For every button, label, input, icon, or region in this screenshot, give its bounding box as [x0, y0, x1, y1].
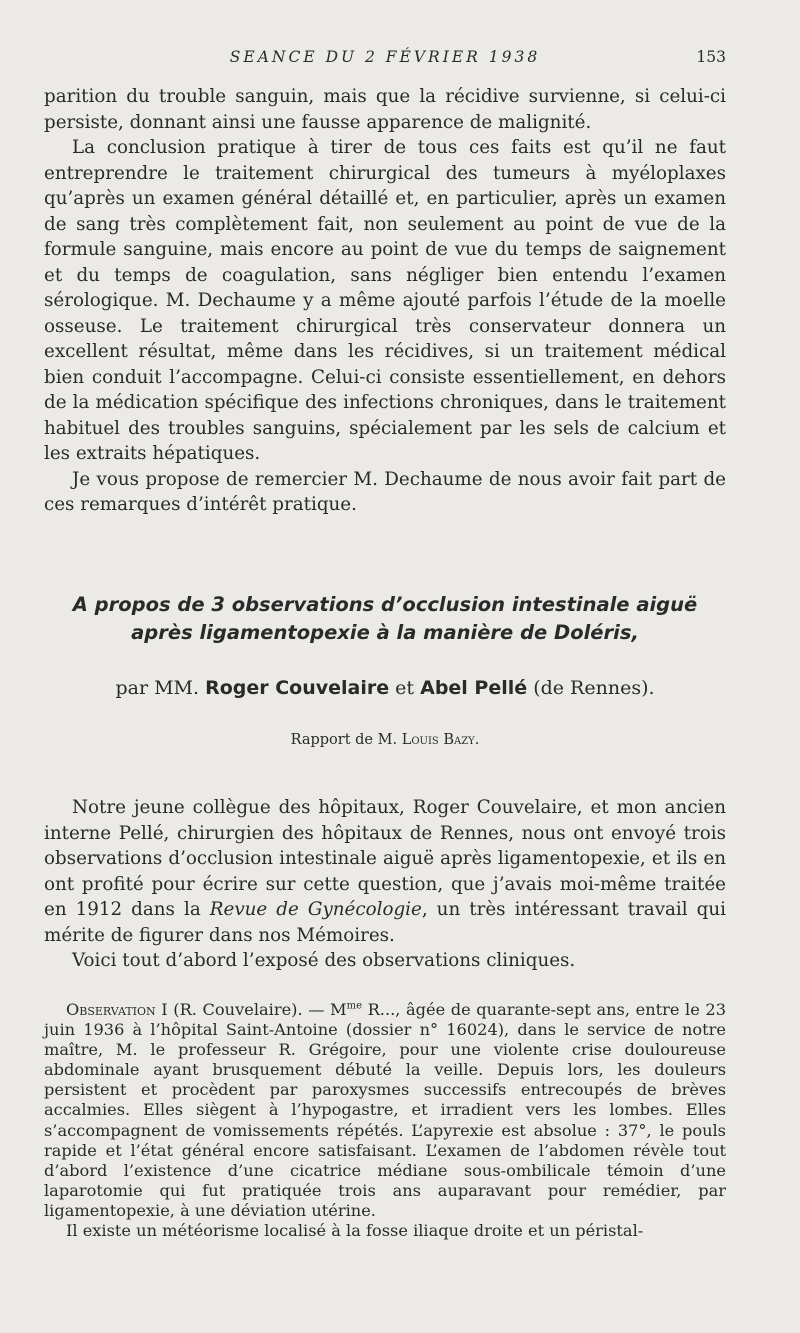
paragraph-conclusion: La conclusion pratique à tirer de tous ces faits est qu’il ne faut entreprendre le traitement chirurgical des tumeurs à myéloplaxes qu’après un examen général détaillé et, en particulier, après un examen de sang très complètement fait, non seulement au point de vue de la formule sanguine, mais encore au point de vue du temps de saignement et du temps de coagulation, sans négliger bien entendu l’examen sérologique. M. Dechaume y a même ajouté parfois l’étude de la moelle osseuse. Le traitement chirurgical très conservateur donnera un excellent résultat, même dans les récidives, si un traitement médical bien conduit l’accompagne. Celui-ci consiste essentiellement, en dehors de la médication spécifique des infections chroniques, dans le traitement habituel des troubles sanguins, spécialement par les sels de calcium et les extraits hépatiques.: [44, 137, 726, 464]
byline: [44, 677, 726, 699]
paragraph-intro: [44, 795, 726, 948]
article-title: [44, 591, 726, 647]
rapport-line: [44, 732, 726, 748]
observation-1: [44, 1000, 726, 1241]
intro-text-after: , un très intéressant travail qui mérite de figurer dans nos Mémoires.: [44, 899, 726, 946]
observation-sup: me: [346, 1000, 362, 1012]
observation-label: Observation I: [66, 1000, 168, 1019]
section-introduction: [44, 795, 726, 974]
section-conclusion: [44, 84, 726, 518]
running-title: SEANCE DU 2 FÉVRIER 1938: [229, 48, 541, 66]
observation-paragraph-2: Il existe un météorisme localisé à la fosse iliaque droite et un péristal-: [66, 1221, 644, 1241]
observation-paragraph: [44, 1000, 726, 1221]
article-title-line-1: A propos de 3 observations d’occlusion intestinale aiguë: [72, 593, 698, 616]
rapport-name: Louis Bazy: [401, 732, 475, 748]
intro-text-before: Notre jeune collègue des hôpitaux, Roger Couvelaire, et mon ancien interne Pellé, chirurgien des hôpitaux de Rennes, nous ont envoyé trois observations d’occlusion intestinale aiguë après ligamentopexie, et ils en ont profité pour écrire sur cette question, que j’avais moi-même traitée en 1912 dans la: [44, 797, 726, 920]
running-header: [44, 48, 726, 74]
article-title-line-2: après ligamentopexie à la manière de Doléris,: [131, 621, 639, 644]
paragraph-thanks: Je vous propose de remercier M. Dechaume de nous avoir fait part de ces remarques d’intérêt pratique.: [44, 468, 726, 515]
author-pelle: Abel Pellé: [420, 677, 528, 699]
paragraph-continuation: parition du trouble sanguin, mais que la récidive survienne, si celui-ci persiste, donnant ainsi une fausse apparence de malignité.: [44, 86, 726, 133]
paragraph-observations-intro: Voici tout d’abord l’exposé des observations cliniques.: [72, 950, 576, 971]
byline-suffix: (de Rennes).: [533, 677, 655, 699]
byline-prefix: par MM.: [115, 677, 200, 699]
page-number: 153: [696, 48, 726, 66]
author-couvelaire: Roger Couvelaire: [205, 677, 390, 699]
rapport-prefix: Rapport de M.: [290, 732, 398, 748]
byline-and: et: [395, 677, 415, 699]
observation-text-a: (R. Couvelaire). — M: [167, 1000, 347, 1019]
observation-text-b: R..., âgée de quarante-sept ans, entre le 23 juin 1936 à l’hôpital Saint-Antoine (dossier n° 16024), dans le service de notre maître, M. le professeur R. Grégoire, pour une violente crise douloureuse abdominale ayant brusquement débuté la veille. Depuis lors, les douleurs persistent et procèdent par paroxysmes successifs entrecoupés de brèves accalmies. Elles siègent à l’hypogastre, et irradient vers les lombes. Elles s’accompagnent de vomissements répétés. L’apyrexie est absolue : 37°, le pouls rapide et l’état général encore satisfaisant. L’examen de l’abdomen révèle tout d’abord l’existence d’une cicatrice médiane sous-ombilicale témoin d’une laparotomie qui fut pratiquée trois ans auparavant pour remédier, par ligamentopexie, à une déviation utérine.: [44, 1000, 727, 1220]
rapport-suffix: .: [474, 732, 480, 748]
journal-title: Revue de Gynécologie: [209, 899, 422, 920]
